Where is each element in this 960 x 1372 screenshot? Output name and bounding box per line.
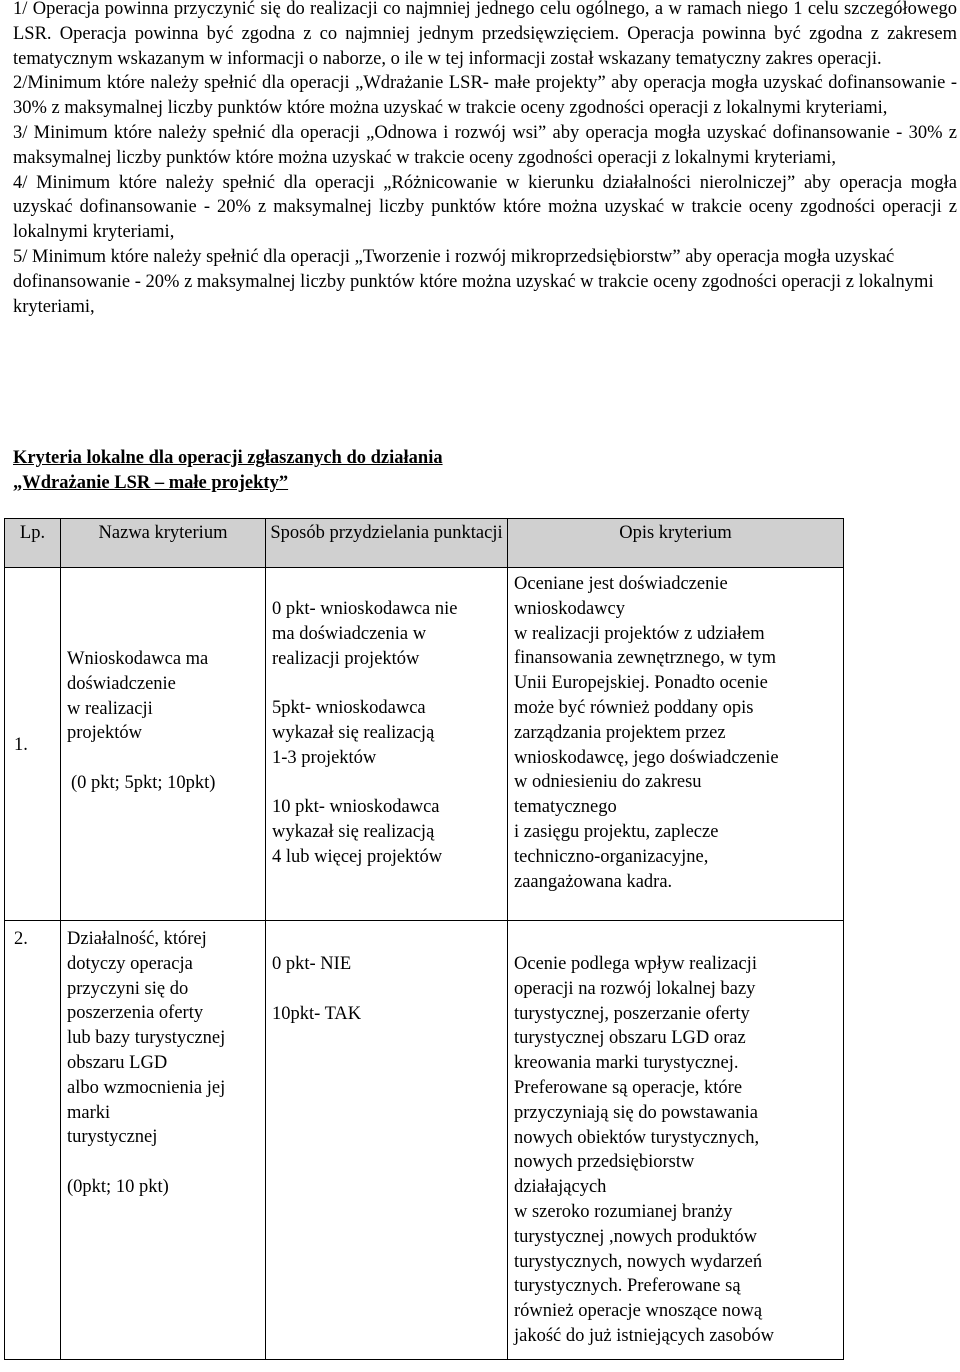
description-line: tematycznego [514, 797, 617, 818]
description-line: zaangażowana kadra. [514, 871, 673, 892]
criterion-description-cell [508, 921, 844, 1360]
description-line: Oceniane jest doświadczenie [514, 574, 728, 594]
intro-text [13, 0, 957, 319]
section-title [13, 446, 443, 496]
row-number: 2. [14, 929, 28, 949]
row-number-cell [5, 568, 61, 921]
description-line: turystycznych, nowych wydarzeń [514, 1251, 763, 1272]
intro-paragraph-4: 4/ Minimum które należy spełnić dla operacji „Różnicowanie w kierunku działalności nierolniczej” aby operacja mogła uzyskać dofinansowanie - 20% z maksymalnej liczby punktów które można uzyskać w trakcie oceny zgodności operacji z lokalnymi kryteriami, [13, 172, 957, 243]
criterion-name-line: Wnioskodawca ma [67, 649, 209, 669]
description-line: w szeroko rozumianej branży [514, 1201, 733, 1222]
description-line: techniczno-organizacyjne, [514, 846, 709, 867]
scoring-line: wykazał się realizacją [272, 822, 435, 843]
scoring-line: 1-3 projektów [272, 747, 377, 768]
description-line: turystycznej obszaru LGD oraz [514, 1028, 746, 1049]
description-line: kreowania marki turystycznej. [514, 1053, 739, 1074]
intro-paragraph-5: 5/ Minimum które należy spełnić dla operacji „Tworzenie i rozwój mikroprzedsiębiorstw” aby operacja mogła uzyskać dofinansowanie - 20% z maksymalnej liczby punktów które można uzyskać w trakcie oceny zgodności operacji z lokalnymi kryteriami, [13, 246, 934, 317]
criterion-name-line: turystycznej [67, 1127, 158, 1148]
criterion-description-cell [508, 568, 844, 921]
description-line: operacji na rozwój lokalnej bazy [514, 978, 756, 999]
description-line: nowych przedsiębiorstw [514, 1152, 695, 1173]
table-header-row [5, 519, 844, 568]
description-line: wnioskodawcę, jego doświadczenie [514, 747, 779, 768]
criteria-table [4, 518, 844, 1360]
criterion-name-line: albo wzmocnienia jej [67, 1077, 226, 1098]
scoring-line: 5pkt- wnioskodawca [272, 698, 426, 719]
row-number-cell [5, 921, 61, 1360]
table-row [5, 921, 844, 1360]
scoring-line: wykazał się realizacją [272, 722, 435, 743]
scoring-line: ma doświadczenia w [272, 623, 427, 644]
criterion-name-line: w realizacji [67, 698, 153, 719]
scoring-method-cell [266, 568, 508, 921]
description-line: Ocenie podlega wpływ realizacji [514, 954, 757, 974]
criterion-points: (0 pkt; 5pkt; 10pkt) [71, 772, 216, 793]
scoring-line: 4 lub więcej projektów [272, 846, 443, 867]
section-title-line-1: Kryteria lokalne dla operacji zgłaszanych do działania [13, 448, 443, 468]
criterion-name-line: projektów [67, 723, 143, 744]
description-line: nowych obiektów turystycznych, [514, 1127, 760, 1148]
description-line: przyczyniają się do powstawania [514, 1102, 759, 1123]
description-line: zarządzania projektem przez [514, 722, 726, 743]
criterion-name-line: Działalność, której [67, 929, 207, 949]
intro-paragraph-3: 3/ Minimum które należy spełnić dla operacji „Odnowa i rozwój wsi” aby operacja mogła uzyskać dofinansowanie - 30% z maksymalnej liczby punktów które można uzyskać w trakcie oceny zgodności operacji z lokalnymi kryteriami, [13, 122, 957, 168]
criterion-name-line: obszaru LGD [67, 1052, 168, 1073]
description-line: jakość do już istniejących zasobów [514, 1325, 774, 1346]
header-lp: Lp. [5, 519, 61, 568]
row-number: 1. [14, 735, 28, 756]
description-line: działających [514, 1177, 607, 1198]
description-line: w realizacji projektów z udziałem [514, 623, 765, 644]
criterion-points: (0pkt; 10 pkt) [67, 1176, 169, 1197]
header-name: Nazwa kryterium [61, 519, 266, 568]
description-line: wnioskodawcy [514, 598, 625, 619]
criterion-name-line: dotyczy operacja [67, 953, 193, 974]
criterion-name-line: doświadczenie [67, 673, 176, 694]
description-line: może być również poddany opis [514, 697, 754, 718]
header-method: Sposób przydzielania punktacji [266, 519, 508, 568]
scoring-line: 10pkt- TAK [272, 1003, 362, 1024]
description-line: finansowania zewnętrznego, w tym [514, 648, 776, 669]
table-row [5, 568, 844, 921]
criterion-name-line: poszerzenia oferty [67, 1003, 204, 1024]
description-line: i zasięgu projektu, zaplecze [514, 821, 719, 842]
criterion-name-line: przyczyni się do [67, 978, 189, 999]
description-line: turystycznej, poszerzanie oferty [514, 1003, 750, 1024]
intro-paragraph-2: 2/Minimum które należy spełnić dla operacji „Wdrażanie LSR- małe projekty” aby operacja mogła uzyskać dofinansowanie - 30% z maksymalnej liczby punktów które można uzyskać w trakcie oceny zgodności operacji z lokalnymi kryteriami, [13, 73, 957, 119]
criterion-name-cell [61, 921, 266, 1360]
description-line: również operacje wnoszące nową [514, 1301, 763, 1322]
description-line: turystycznej ,nowych produktów [514, 1226, 758, 1247]
description-line: Preferowane są operacje, które [514, 1077, 743, 1098]
scoring-line: realizacji projektów [272, 648, 420, 669]
section-title-line-2: „Wdrażanie LSR – małe projekty” [13, 473, 289, 493]
criterion-name-cell [61, 568, 266, 921]
description-line: w odniesieniu do zakresu [514, 772, 702, 793]
header-desc: Opis kryterium [508, 519, 844, 568]
scoring-method-cell [266, 921, 508, 1360]
scoring-line: 0 pkt- NIE [272, 954, 352, 974]
description-line: turystycznych. Preferowane są [514, 1276, 741, 1297]
criterion-name-line: lub bazy turystycznej [67, 1028, 226, 1049]
description-line: Unii Europejskiej. Ponadto ocenie [514, 673, 768, 694]
intro-paragraph-1: 1/ Operacja powinna przyczynić się do realizacji co najmniej jednego celu ogólnego, a w ramach niego 1 celu szczegółowego LSR. Operacja powinna być zgodna z co najmniej jednym przedsięwzięciem. Operacja powinna być zgodna z zakresem tematycznym wskazanym w informacji o naborze, o ile w tej informacji został wskazany tematyczny zakres operacji. [13, 0, 957, 69]
scoring-line: 0 pkt- wnioskodawca nie [272, 599, 458, 619]
criterion-name-line: marki [67, 1102, 111, 1123]
scoring-line: 10 pkt- wnioskodawca [272, 797, 440, 818]
